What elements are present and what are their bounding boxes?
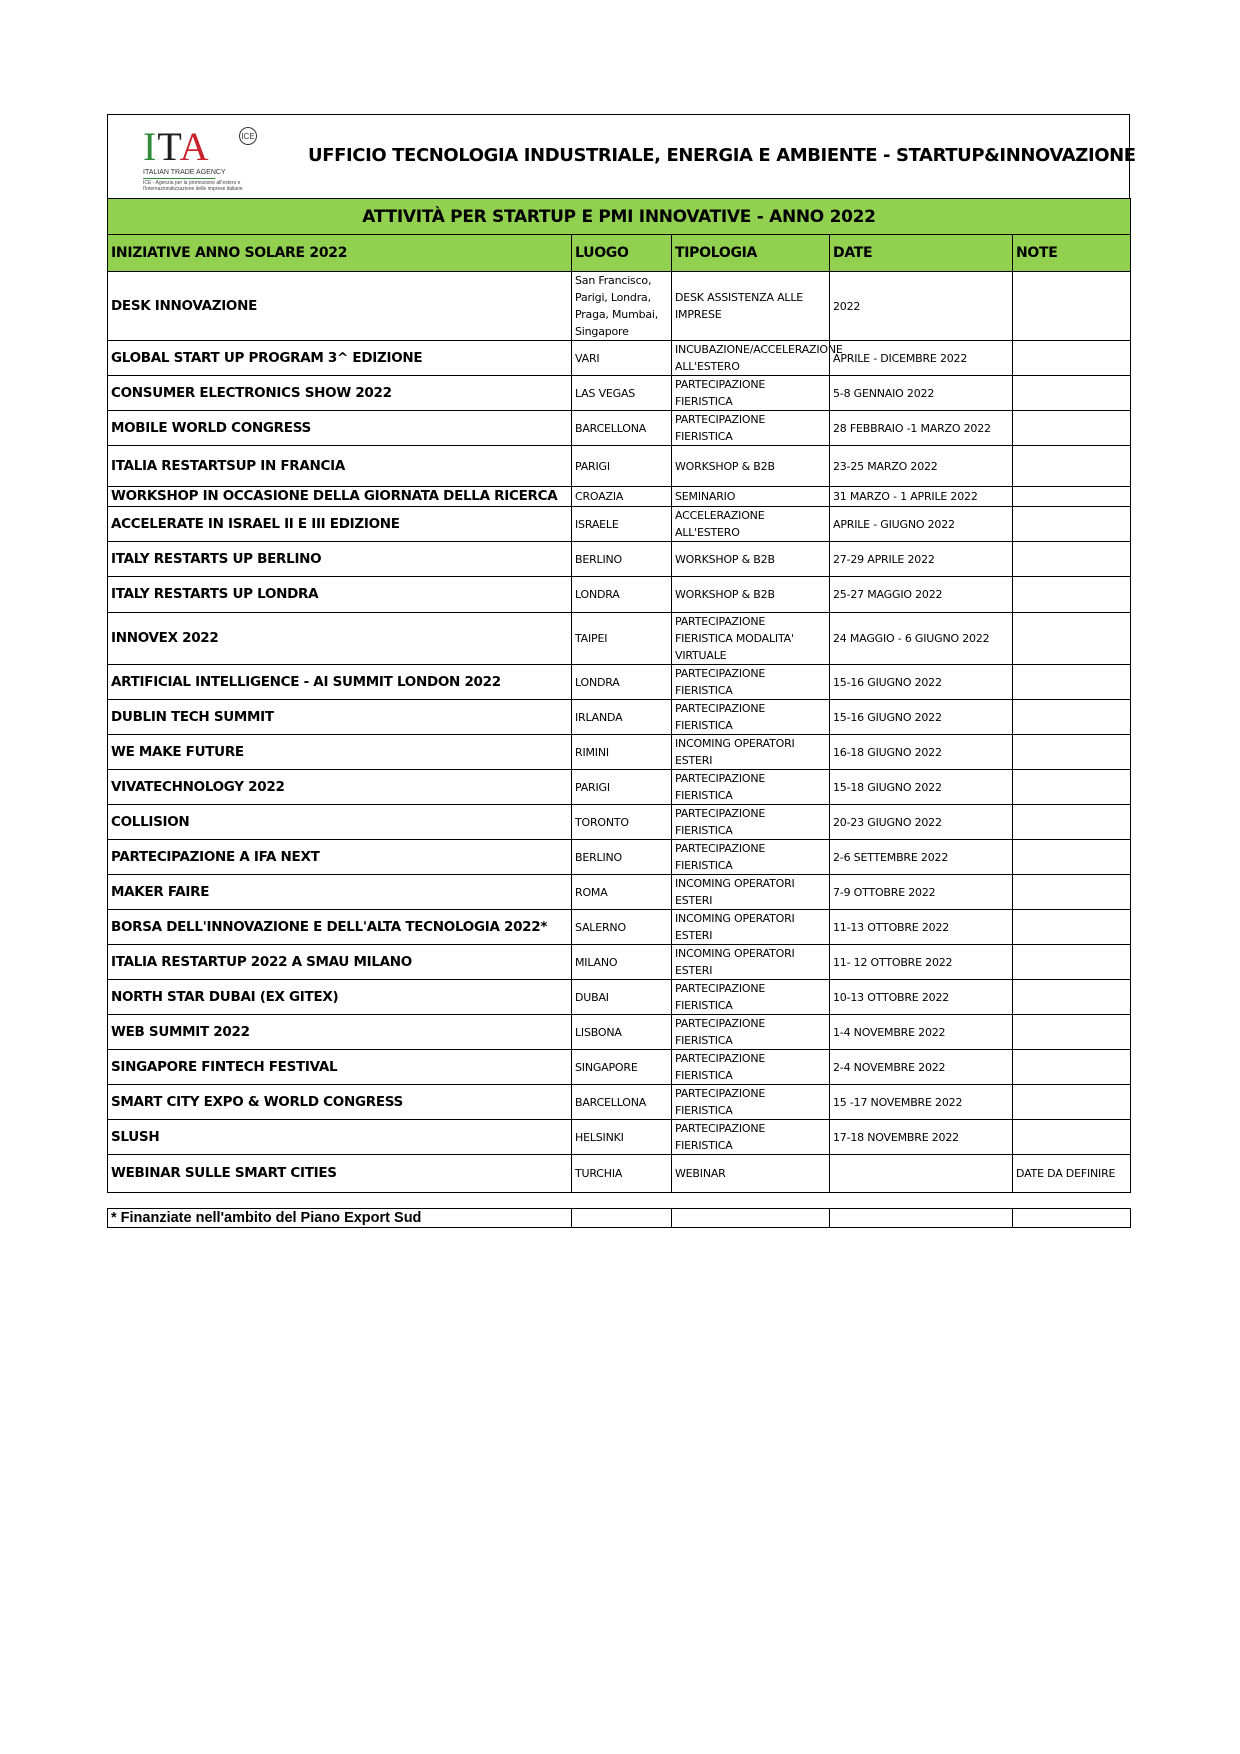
logo-letters: ITA	[143, 124, 210, 169]
cell-date: 23-25 MARZO 2022	[830, 446, 1013, 487]
cell-date: 31 MARZO - 1 APRILE 2022	[830, 487, 1013, 507]
cell-luogo: TURCHIA	[572, 1155, 672, 1193]
cell-luogo: CROAZIA	[572, 487, 672, 507]
cell-tipologia: INCOMING OPERATORI ESTERI	[672, 910, 830, 945]
cell-iniziativa: SMART CITY EXPO & WORLD CONGRESS	[108, 1085, 572, 1120]
cell-luogo: SINGAPORE	[572, 1050, 672, 1085]
cell-date: 10-13 OTTOBRE 2022	[830, 980, 1013, 1015]
table-row	[108, 577, 1131, 613]
cell-tipologia: PARTECIPAZIONE FIERISTICA	[672, 411, 830, 446]
cell-date: 17-18 NOVEMBRE 2022	[830, 1120, 1013, 1155]
cell-tipologia: WEBINAR	[672, 1155, 830, 1193]
cell-iniziativa: NORTH STAR DUBAI (EX GITEX)	[108, 980, 572, 1015]
banner-title: ATTIVITÀ PER STARTUP E PMI INNOVATIVE - ANNO 2022	[108, 199, 1131, 235]
cell-tipologia: INCOMING OPERATORI ESTERI	[672, 945, 830, 980]
cell-note	[1013, 272, 1131, 341]
cell-date: 2022	[830, 272, 1013, 341]
cell-iniziativa: BORSA DELL'INNOVAZIONE E DELL'ALTA TECNOLOGIA 2022*	[108, 910, 572, 945]
cell-note: DATE DA DEFINIRE	[1013, 1155, 1131, 1193]
footnote-empty-cell	[572, 1209, 672, 1228]
cell-luogo: TAIPEI	[572, 613, 672, 665]
table-row	[108, 1050, 1131, 1085]
cell-luogo: RIMINI	[572, 735, 672, 770]
cell-note	[1013, 1050, 1131, 1085]
table-row	[108, 376, 1131, 411]
document-sheet	[107, 114, 1136, 1228]
table-row	[108, 840, 1131, 875]
footnote-row	[108, 1209, 1131, 1228]
cell-luogo: PARIGI	[572, 770, 672, 805]
table-row	[108, 945, 1131, 980]
cell-date: 11- 12 OTTOBRE 2022	[830, 945, 1013, 980]
table-row	[108, 542, 1131, 577]
cell-note	[1013, 665, 1131, 700]
cell-luogo: LAS VEGAS	[572, 376, 672, 411]
cell-luogo: PARIGI	[572, 446, 672, 487]
cell-iniziativa: MOBILE WORLD CONGRESS	[108, 411, 572, 446]
column-header-row	[108, 235, 1131, 272]
cell-date: 15-16 GIUGNO 2022	[830, 665, 1013, 700]
footnote-empty-cell	[672, 1209, 830, 1228]
table-row	[108, 1155, 1131, 1193]
cell-note	[1013, 910, 1131, 945]
cell-note	[1013, 542, 1131, 577]
table-row	[108, 875, 1131, 910]
cell-date: 16-18 GIUGNO 2022	[830, 735, 1013, 770]
cell-date: 2-6 SETTEMBRE 2022	[830, 840, 1013, 875]
cell-tipologia: INCOMING OPERATORI ESTERI	[672, 735, 830, 770]
table-row	[108, 735, 1131, 770]
logo-subtitle: ITALIAN TRADE AGENCY	[143, 169, 226, 176]
cell-tipologia: PARTECIPAZIONE FIERISTICA	[672, 1015, 830, 1050]
cell-note	[1013, 613, 1131, 665]
cell-note	[1013, 875, 1131, 910]
cell-luogo: LONDRA	[572, 665, 672, 700]
table-row	[108, 805, 1131, 840]
cell-note	[1013, 805, 1131, 840]
cell-tipologia: PARTECIPAZIONE FIERISTICA	[672, 1120, 830, 1155]
footnote-empty-cell	[1013, 1209, 1131, 1228]
cell-tipologia: WORKSHOP & B2B	[672, 577, 830, 613]
cell-note	[1013, 840, 1131, 875]
cell-date: APRILE - GIUGNO 2022	[830, 507, 1013, 542]
cell-iniziativa: VIVATECHNOLOGY 2022	[108, 770, 572, 805]
cell-date: 25-27 MAGGIO 2022	[830, 577, 1013, 613]
cell-tipologia: INCUBAZIONE/ACCELERAZIONE ALL'ESTERO	[672, 341, 830, 376]
column-header-date: DATE	[830, 235, 1013, 272]
cell-iniziativa: ARTIFICIAL INTELLIGENCE - AI SUMMIT LONDON 2022	[108, 665, 572, 700]
cell-note	[1013, 770, 1131, 805]
cell-tipologia: SEMINARIO	[672, 487, 830, 507]
column-header-iniziative: INIZIATIVE ANNO SOLARE 2022	[108, 235, 572, 272]
cell-luogo: BERLINO	[572, 840, 672, 875]
table-row	[108, 980, 1131, 1015]
cell-note	[1013, 1120, 1131, 1155]
cell-date: 15-18 GIUGNO 2022	[830, 770, 1013, 805]
cell-note	[1013, 945, 1131, 980]
cell-date: 28 FEBBRAIO -1 MARZO 2022	[830, 411, 1013, 446]
cell-date: 2-4 NOVEMBRE 2022	[830, 1050, 1013, 1085]
cell-luogo: LONDRA	[572, 577, 672, 613]
table-row	[108, 272, 1131, 341]
cell-tipologia: DESK ASSISTENZA ALLE IMPRESE	[672, 272, 830, 341]
cell-date: 15 -17 NOVEMBRE 2022	[830, 1085, 1013, 1120]
cell-luogo: SALERNO	[572, 910, 672, 945]
column-header-tipologia: TIPOLOGIA	[672, 235, 830, 272]
table-row	[108, 910, 1131, 945]
cell-luogo: TORONTO	[572, 805, 672, 840]
cell-iniziativa: INNOVEX 2022	[108, 613, 572, 665]
table-row	[108, 1120, 1131, 1155]
header	[107, 114, 1136, 198]
cell-iniziativa: ACCELERATE IN ISRAEL II E III EDIZIONE	[108, 507, 572, 542]
cell-luogo: MILANO	[572, 945, 672, 980]
cell-date: 24 MAGGIO - 6 GIUGNO 2022	[830, 613, 1013, 665]
cell-tipologia: PARTECIPAZIONE FIERISTICA	[672, 1050, 830, 1085]
cell-note	[1013, 376, 1131, 411]
cell-tipologia: WORKSHOP & B2B	[672, 446, 830, 487]
cell-note	[1013, 577, 1131, 613]
cell-iniziativa: SINGAPORE FINTECH FESTIVAL	[108, 1050, 572, 1085]
column-header-luogo: LUOGO	[572, 235, 672, 272]
cell-iniziativa: WORKSHOP IN OCCASIONE DELLA GIORNATA DELLA RICERCA	[108, 487, 572, 507]
cell-date: 1-4 NOVEMBRE 2022	[830, 1015, 1013, 1050]
cell-luogo: BARCELLONA	[572, 411, 672, 446]
cell-luogo: ROMA	[572, 875, 672, 910]
logo-tagline: ICE - Agenzia per la promozione all'estero e l'internazionalizzazione delle imprese italiane	[143, 180, 243, 192]
cell-date: 11-13 OTTOBRE 2022	[830, 910, 1013, 945]
cell-luogo: San Francisco, Parigi, Londra, Praga, Mumbai, Singapore	[572, 272, 672, 341]
activities-table	[107, 198, 1131, 1193]
cell-date	[830, 1155, 1013, 1193]
cell-tipologia: PARTECIPAZIONE FIERISTICA	[672, 376, 830, 411]
cell-luogo: IRLANDA	[572, 700, 672, 735]
table-row	[108, 613, 1131, 665]
cell-date: 27-29 APRILE 2022	[830, 542, 1013, 577]
cell-luogo: BARCELLONA	[572, 1085, 672, 1120]
cell-iniziativa: SLUSH	[108, 1120, 572, 1155]
cell-tipologia: PARTECIPAZIONE FIERISTICA	[672, 770, 830, 805]
cell-tipologia: PARTECIPAZIONE FIERISTICA	[672, 1085, 830, 1120]
cell-note	[1013, 341, 1131, 376]
cell-tipologia: PARTECIPAZIONE FIERISTICA	[672, 840, 830, 875]
ita-logo	[143, 125, 263, 193]
footnote: * Finanziate nell'ambito del Piano Export Sud	[108, 1209, 572, 1228]
cell-iniziativa: ITALY RESTARTS UP LONDRA	[108, 577, 572, 613]
cell-luogo: HELSINKI	[572, 1120, 672, 1155]
table-row	[108, 341, 1131, 376]
cell-luogo: BERLINO	[572, 542, 672, 577]
table-row	[108, 770, 1131, 805]
cell-iniziativa: ITALIA RESTARTSUP IN FRANCIA	[108, 446, 572, 487]
cell-note	[1013, 411, 1131, 446]
cell-iniziativa: WEBINAR SULLE SMART CITIES	[108, 1155, 572, 1193]
cell-date: 5-8 GENNAIO 2022	[830, 376, 1013, 411]
cell-tipologia: PARTECIPAZIONE FIERISTICA	[672, 980, 830, 1015]
cell-tipologia: WORKSHOP & B2B	[672, 542, 830, 577]
cell-iniziativa: CONSUMER ELECTRONICS SHOW 2022	[108, 376, 572, 411]
cell-iniziativa: MAKER FAIRE	[108, 875, 572, 910]
cell-luogo: DUBAI	[572, 980, 672, 1015]
cell-iniziativa: DUBLIN TECH SUMMIT	[108, 700, 572, 735]
cell-tipologia: PARTECIPAZIONE FIERISTICA	[672, 700, 830, 735]
cell-note	[1013, 735, 1131, 770]
cell-date: 7-9 OTTOBRE 2022	[830, 875, 1013, 910]
table-row	[108, 507, 1131, 542]
cell-note	[1013, 1015, 1131, 1050]
cell-note	[1013, 980, 1131, 1015]
cell-iniziativa: GLOBAL START UP PROGRAM 3^ EDIZIONE	[108, 341, 572, 376]
cell-luogo: ISRAELE	[572, 507, 672, 542]
banner-row	[108, 199, 1131, 235]
cell-note	[1013, 446, 1131, 487]
office-title: UFFICIO TECNOLOGIA INDUSTRIALE, ENERGIA E AMBIENTE - STARTUP&INNOVAZIONE	[308, 145, 1136, 166]
cell-note	[1013, 487, 1131, 507]
table-row	[108, 665, 1131, 700]
table-row	[108, 411, 1131, 446]
table-row	[108, 1015, 1131, 1050]
cell-note	[1013, 1085, 1131, 1120]
ice-badge-icon: ICE	[239, 127, 257, 145]
cell-iniziativa: WE MAKE FUTURE	[108, 735, 572, 770]
cell-date: 20-23 GIUGNO 2022	[830, 805, 1013, 840]
logo-divider	[143, 178, 215, 179]
cell-tipologia: PARTECIPAZIONE FIERISTICA	[672, 805, 830, 840]
cell-tipologia: PARTECIPAZIONE FIERISTICA	[672, 665, 830, 700]
cell-note	[1013, 507, 1131, 542]
footnote-table	[107, 1208, 1131, 1228]
cell-tipologia: PARTECIPAZIONE FIERISTICA MODALITA' VIRTUALE	[672, 613, 830, 665]
cell-tipologia: INCOMING OPERATORI ESTERI	[672, 875, 830, 910]
cell-iniziativa: PARTECIPAZIONE A IFA NEXT	[108, 840, 572, 875]
cell-iniziativa: COLLISION	[108, 805, 572, 840]
column-header-note: NOTE	[1013, 235, 1131, 272]
cell-iniziativa: ITALY RESTARTS UP BERLINO	[108, 542, 572, 577]
cell-luogo: LISBONA	[572, 1015, 672, 1050]
cell-note	[1013, 700, 1131, 735]
cell-tipologia: ACCELERAZIONE ALL'ESTERO	[672, 507, 830, 542]
cell-iniziativa: DESK INNOVAZIONE	[108, 272, 572, 341]
table-row	[108, 1085, 1131, 1120]
cell-luogo: VARI	[572, 341, 672, 376]
table-row	[108, 487, 1131, 507]
footnote-empty-cell	[830, 1209, 1013, 1228]
cell-iniziativa: WEB SUMMIT 2022	[108, 1015, 572, 1050]
cell-iniziativa: ITALIA RESTARTUP 2022 A SMAU MILANO	[108, 945, 572, 980]
table-row	[108, 700, 1131, 735]
cell-date: 15-16 GIUGNO 2022	[830, 700, 1013, 735]
cell-date: APRILE - DICEMBRE 2022	[830, 341, 1013, 376]
table-row	[108, 446, 1131, 487]
